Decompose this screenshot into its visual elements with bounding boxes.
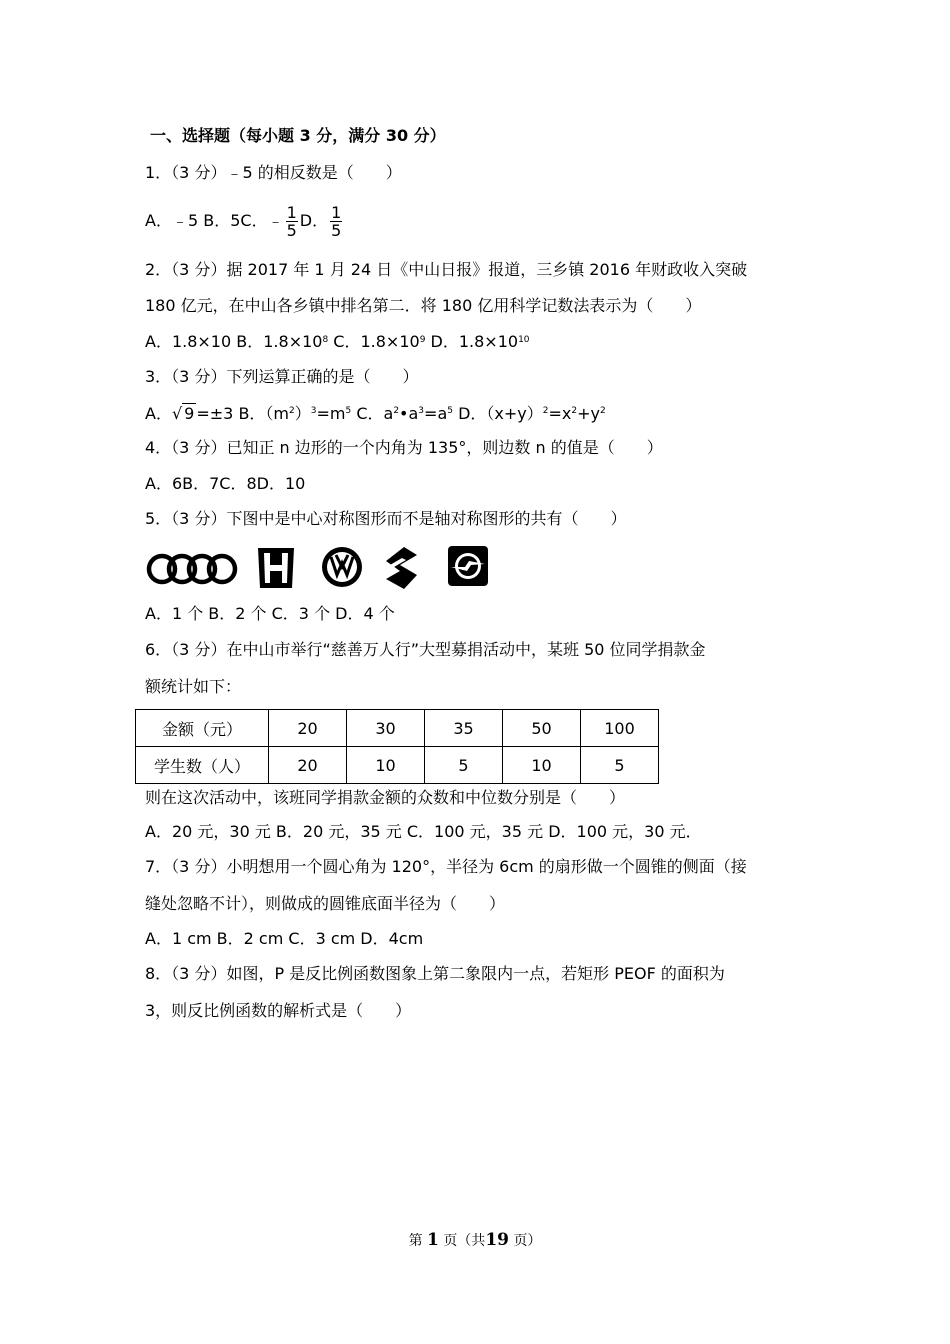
table-cell: 50 bbox=[503, 710, 581, 747]
q2-option-a: A．1.8×10 bbox=[145, 332, 232, 351]
table-cell: 35 bbox=[425, 710, 503, 747]
honda-h-icon bbox=[255, 545, 297, 591]
table-row bbox=[136, 747, 659, 784]
table-row-header: 金额（元） bbox=[136, 710, 269, 747]
q2-option-d: D．1.8×10 bbox=[430, 332, 519, 351]
q1-fraction-c: $\frac{1}{5}$ bbox=[286, 203, 297, 240]
donation-table bbox=[135, 709, 659, 784]
car-logos bbox=[145, 543, 505, 593]
q1-option-b: B．5 bbox=[203, 211, 241, 230]
question-7-line-1: 7．（3 分）小明想用一个圆心角为 120°，半径为 6cm 的扇形做一个圆锥的侧面（接 bbox=[145, 857, 747, 876]
q2-option-c: C．1.8×10 bbox=[333, 332, 420, 351]
question-7-line-2: 缝处忽略不计），则做成的圆锥底面半径为（ ） bbox=[145, 894, 506, 913]
volkswagen-icon bbox=[320, 545, 364, 589]
table-row-header: 学生数（人） bbox=[136, 747, 269, 784]
opel-icon bbox=[445, 543, 491, 589]
q1-option-a: A．﹣5 bbox=[145, 211, 199, 230]
question-3-options: A． √ 9 =±3 B．$(m^2)^3=m^5$ C．$a^2•a^3=a^5$ D．$(x+y)^2=x^2+y^2$ bbox=[145, 404, 606, 423]
page-footer: 第 1 页（共19 页） bbox=[408, 1230, 542, 1250]
question-2-options: A．1.8×10 B．$1.8\times 10^8$ C．$1.8\times 10^9$ D．$1.8\times 10^{10}$ bbox=[145, 332, 530, 351]
q1-fraction-d: $\frac{1}{5}$ bbox=[331, 203, 342, 240]
table-cell: 10 bbox=[347, 747, 425, 784]
question-1-stem: 1．（3 分）﹣5 的相反数是（ ） bbox=[145, 163, 402, 182]
audi-rings-icon bbox=[145, 549, 239, 589]
question-8-line-2: 3，则反比例函数的解析式是（ ） bbox=[145, 1001, 412, 1020]
question-6-options: A．20 元，30 元 B．20 元，35 元 C．100 元，35 元 D．100 元，30 元． bbox=[145, 822, 702, 841]
table-cell: 10 bbox=[503, 747, 581, 784]
question-4-options: A．6B．7C．8D．10 bbox=[145, 474, 306, 493]
q1-option-d: D． bbox=[299, 211, 329, 230]
table-cell: 30 bbox=[347, 710, 425, 747]
question-2-line-2: 180 亿元，在中山各乡镇中排名第二．将 180 亿用科学记数法表示为（ ） bbox=[145, 296, 702, 315]
question-2-line-1: 2．（3 分）据 2017 年 1 月 24 日《中山日报》报道，三乡镇 2016 年财政收入突破 bbox=[145, 260, 748, 279]
suzuki-s-icon bbox=[382, 545, 420, 591]
question-6-question: 则在这次活动中，该班同学捐款金额的众数和中位数分别是（ ） bbox=[145, 788, 626, 807]
question-3-stem: 3．（3 分）下列运算正确的是（ ） bbox=[145, 367, 419, 386]
q3-option-d: D．（x+y） bbox=[458, 404, 543, 423]
question-4-stem: 4．（3 分）已知正 n 边形的一个内角为 135°，则边数 n 的值是（ ） bbox=[145, 438, 663, 457]
table-cell: 100 bbox=[581, 710, 659, 747]
section-title: 一、选择题（每小题 3 分，满分 30 分） bbox=[150, 126, 446, 145]
page-number: 1 bbox=[427, 1230, 439, 1250]
question-7-options: A．1 cm B．2 cm C．3 cm D．4cm bbox=[145, 929, 424, 948]
table-cell: 20 bbox=[269, 747, 347, 784]
table-cell: 5 bbox=[425, 747, 503, 784]
question-6-line-1: 6．（3 分）在中山市举行“慈善万人行”大型募捐活动中，某班 50 位同学捐款金 bbox=[145, 640, 706, 659]
question-1-options bbox=[145, 204, 344, 239]
q2-option-b: B．1.8×10 bbox=[236, 332, 323, 351]
total-pages: 19 bbox=[485, 1230, 509, 1250]
q3-option-a-label: A． bbox=[145, 404, 172, 423]
table-row bbox=[136, 710, 659, 747]
sqrt-symbol: √ 9 bbox=[171, 404, 195, 423]
table-cell: 20 bbox=[269, 710, 347, 747]
q1-option-c: C．﹣ bbox=[240, 211, 284, 230]
q3-option-c: C．a bbox=[356, 404, 394, 423]
table-cell: 5 bbox=[581, 747, 659, 784]
question-5-stem: 5．（3 分）下图中是中心对称图形而不是轴对称图形的共有（ ） bbox=[145, 509, 627, 528]
q3-option-b: B．（m bbox=[238, 404, 290, 423]
question-6-line-2: 额统计如下： bbox=[145, 677, 242, 696]
question-5-options: A．1 个 B．2 个 C．3 个 D．4 个 bbox=[145, 604, 395, 623]
question-8-line-1: 8．（3 分）如图，P 是反比例函数图象上第二象限内一点，若矩形 PEOF 的面积为 bbox=[145, 964, 725, 983]
